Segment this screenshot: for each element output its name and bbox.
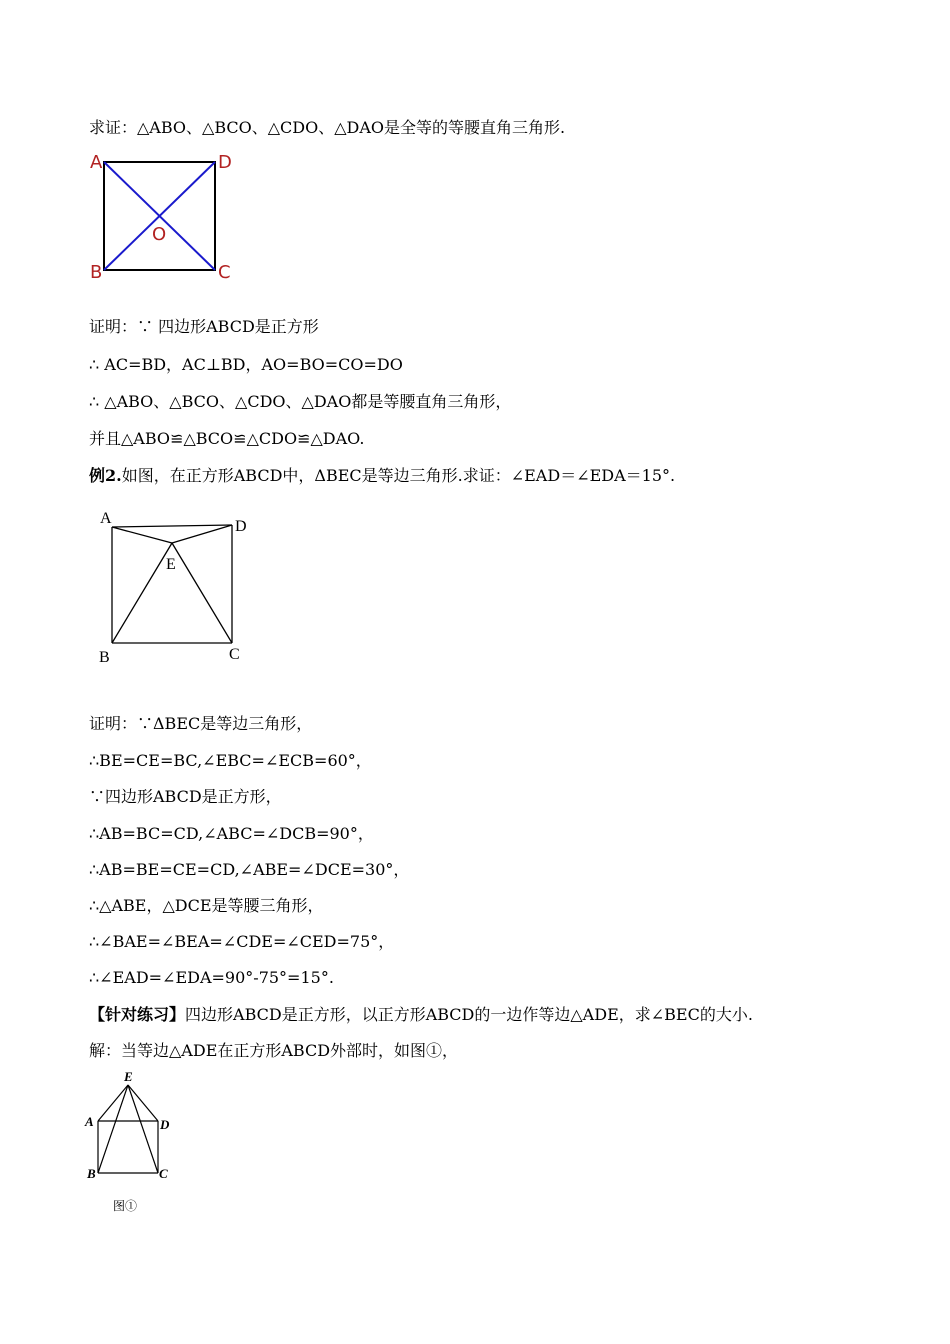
proof2-line-1: 证明：∵ΔBEC是等边三角形，: [89, 714, 313, 733]
fig2-label-a: A: [100, 510, 112, 527]
fig3-seg-ec: [128, 1085, 158, 1173]
proof1-line-1: 证明：∵ 四边形ABCD是正方形: [89, 317, 319, 336]
statement-to-prove: 求证：△ABO、△BCO、△CDO、△DAO是全等的等腰直角三角形.: [89, 118, 566, 137]
proof2-line-4: ∴AB=BC=CD,∠ABC=∠DCB=90°，: [89, 824, 374, 843]
fig3-label-d: D: [160, 1117, 170, 1132]
fig3-seg-ed: [128, 1085, 158, 1121]
proof1-line-3: ∴ △ABO、△BCO、△CDO、△DAO都是等腰直角三角形，: [89, 392, 512, 411]
fig3-label-a: A: [85, 1114, 94, 1129]
fig1-label-b: B: [90, 262, 103, 283]
example-2: [89, 466, 675, 486]
proof2-line-8: ∴∠EAD=∠EDA=90°-75°=15°.: [89, 968, 334, 987]
fig3-label-e: E: [124, 1069, 133, 1084]
fig2-seg-be: [112, 543, 172, 643]
proof2-line-5: ∴AB=BE=CE=CD,∠ABE=∠DCE=30°，: [89, 860, 410, 879]
fig1-label-d: D: [218, 152, 232, 173]
practice-text: 四边形ABCD是正方形，以正方形ABCD的一边作等边△ADE，求∠BEC的大小.: [185, 1005, 753, 1024]
fig3-caption: 图①: [113, 1199, 138, 1213]
proof1-line-4: 并且△ABO≌△BCO≌△CDO≌△DAO.: [89, 429, 365, 448]
fig2-seg-ae: [112, 527, 172, 543]
fig2-seg-ce: [172, 543, 232, 643]
fig3-seg-ea: [98, 1085, 128, 1121]
fig1-label-o: O: [152, 224, 167, 245]
proof2-line-3: ∵四边形ABCD是正方形，: [89, 787, 282, 806]
figure-square-equilateral: [95, 505, 265, 670]
fig2-label-d: D: [235, 518, 247, 535]
example-2-text: 如图，在正方形ABCD中，ΔBEC是等边三角形.求证：∠EAD＝∠EDA＝15°.: [121, 466, 676, 485]
fig2-label-b: B: [99, 649, 110, 666]
fig1-label-a: A: [90, 152, 103, 173]
proof1-line-2: ∴ AC=BD，AC⊥BD，AO=BO=CO=DO: [89, 355, 403, 374]
fig2-seg-de: [172, 525, 232, 543]
proof2-line-2: ∴BE=CE=BC,∠EBC=∠ECB=60°，: [89, 751, 372, 770]
proof2-line-6: ∴△ABE，△DCE是等腰三角形，: [89, 896, 324, 915]
fig2-label-c: C: [229, 646, 240, 663]
fig1-label-c: C: [218, 262, 231, 283]
fig3-seg-eb: [98, 1085, 128, 1173]
fig2-side-ad: [112, 525, 232, 527]
fig3-label-b: B: [87, 1166, 96, 1181]
figure-square-diagonals: [85, 148, 245, 288]
fig3-label-c: C: [159, 1166, 168, 1181]
figure-square-external-triangle: [80, 1066, 190, 1221]
example-2-label: 例2.: [89, 466, 122, 485]
fig2-label-e: E: [166, 556, 176, 573]
solution-line-1: 解：当等边△ADE在正方形ABCD外部时，如图①，: [89, 1041, 459, 1060]
practice-problem: [89, 1005, 753, 1025]
practice-label: 【针对练习】: [89, 1005, 186, 1024]
proof2-line-7: ∴∠BAE=∠BEA=∠CDE=∠CED=75°，: [89, 932, 395, 951]
